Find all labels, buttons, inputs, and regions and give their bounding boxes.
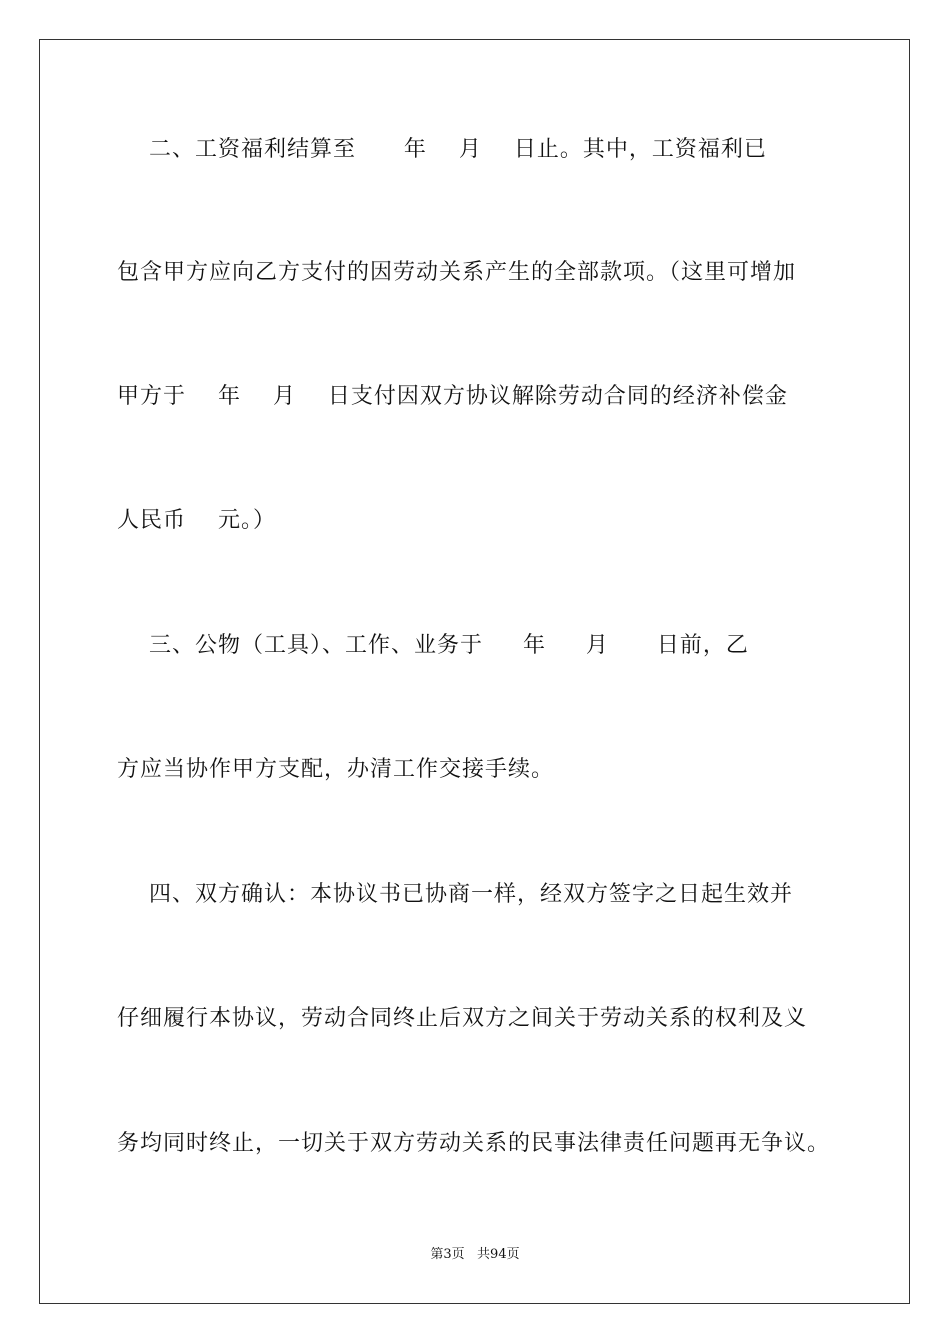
paragraph-line: 二、工资福利结算至 年 月 日止。其中，工资福利已: [117, 137, 767, 162]
paragraph-line: 包含甲方应向乙方支付的因劳动关系产生的全部款项。（这里可增加: [117, 260, 797, 285]
paragraph-line: 仔细履行本协议，劳动合同终止后双方之间关于劳动关系的权利及义: [117, 1006, 808, 1031]
paragraph-line: 三、公物（工具）、工作、业务于 年 月 日前，乙: [117, 633, 749, 658]
paragraph-line: 方应当协作甲方支配，办清工作交接手续。: [117, 757, 555, 782]
paragraph-line: 四、双方确认：本协议书已协商一样，经双方签字之日起生效并: [117, 882, 793, 907]
paragraph-line: 务均同时终止，一切关于双方劳动关系的民事法律责任问题再无争议。: [117, 1131, 831, 1156]
page-border: [39, 39, 910, 1304]
page-number-footer: 第3页 共94页: [430, 1247, 520, 1262]
paragraph-line: 人民币 元。）: [117, 508, 276, 533]
paragraph-line: 甲方于 年 月 日支付因双方协议解除劳动合同的经济补偿金: [117, 384, 788, 409]
